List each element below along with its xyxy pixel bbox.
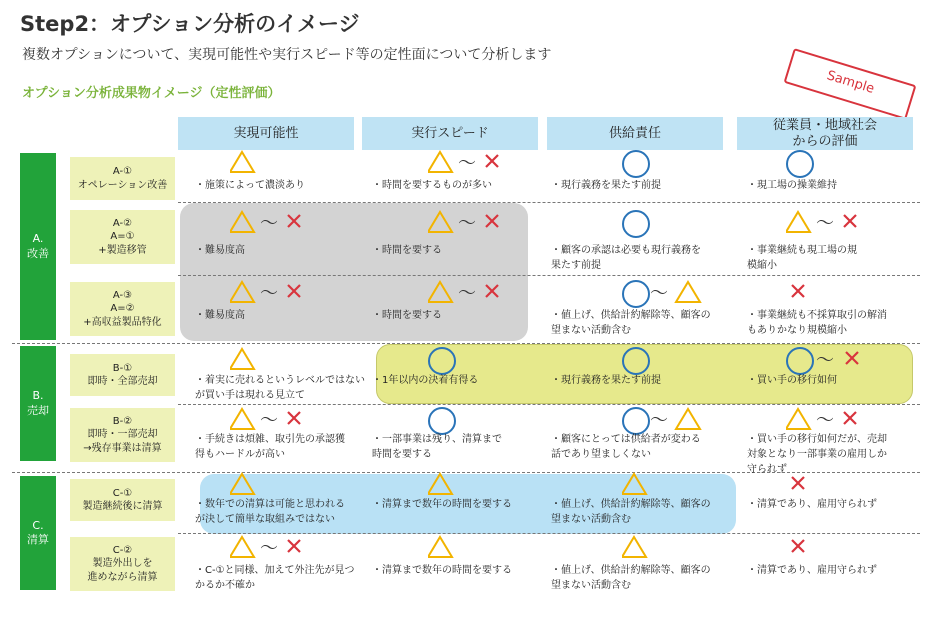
circle-icon <box>787 151 813 177</box>
triangle-icon <box>428 474 452 494</box>
circle-icon <box>623 408 649 434</box>
circle-icon <box>623 211 649 237</box>
triangle-icon <box>786 212 810 232</box>
rating-triangle-cross <box>230 280 320 310</box>
row-label-c1: C-① 製造継続後に清算 <box>70 479 175 521</box>
rating-triangle <box>230 150 320 180</box>
group-label-sell: B. 売却 <box>20 346 56 461</box>
cross-icon <box>288 215 300 227</box>
rating-circle <box>622 210 712 240</box>
cell-note: ・値上げ、供給計約解除等、顧客の 望まない活動含む <box>551 565 711 591</box>
cross-icon <box>288 540 300 552</box>
tilde-symbol: 〜 <box>260 538 278 559</box>
tilde-symbol: 〜 <box>458 283 476 304</box>
tilde-symbol: 〜 <box>458 213 476 234</box>
cross-icon <box>792 477 804 489</box>
rating-circle <box>786 150 876 180</box>
cell-note: ・難易度高 <box>195 245 245 256</box>
column-header-feasibility: 実現可能性 <box>178 117 354 150</box>
cell-note: ・現行義務を果たす前提 <box>551 180 661 191</box>
triangle-icon <box>428 212 452 232</box>
triangle-icon <box>786 409 810 429</box>
group-label-improve: A. 改善 <box>20 153 56 340</box>
column-header-reputation: 従業員・地域社会 からの評価 <box>737 117 913 150</box>
cell-note: ・買い手の移行如何 <box>747 375 837 386</box>
tilde-symbol: 〜 <box>816 350 834 371</box>
triangle-icon <box>622 537 646 557</box>
rating-triangle-cross <box>230 535 320 565</box>
triangle-icon <box>428 537 452 557</box>
triangle-icon <box>230 474 254 494</box>
cross-icon <box>486 155 498 167</box>
column-header-speed: 実行スピード <box>362 117 538 150</box>
cross-icon <box>288 285 300 297</box>
cell-note: ・清算まで数年の時間を要する <box>372 499 512 510</box>
row-divider <box>12 343 920 344</box>
cell-note: ・事業継続も現工場の規 模縮小 <box>747 245 857 271</box>
tilde-symbol: 〜 <box>260 213 278 234</box>
row-divider <box>178 275 920 276</box>
circle-icon <box>623 281 649 307</box>
cross-icon <box>486 215 498 227</box>
cell-note: ・時間を要するものが多い <box>372 180 492 191</box>
rating-triangle-cross <box>428 280 518 310</box>
tilde-symbol: 〜 <box>650 410 668 431</box>
triangle-icon <box>428 282 452 302</box>
triangle-icon <box>428 152 452 172</box>
triangle-icon <box>230 282 254 302</box>
column-header-supply: 供給責任 <box>547 117 723 150</box>
rating-cross <box>786 280 876 310</box>
circle-icon <box>623 348 649 374</box>
triangle-icon <box>230 409 254 429</box>
rating-triangle-cross <box>230 210 320 240</box>
row-divider <box>178 404 920 405</box>
tilde-symbol: 〜 <box>260 410 278 431</box>
group-label-liquidate: C. 清算 <box>20 476 56 590</box>
circle-icon <box>429 348 455 374</box>
cross-icon <box>844 412 856 424</box>
rating-triangle <box>622 535 712 565</box>
cross-icon <box>288 412 300 424</box>
row-label-a1: A-① オペレーション改善 <box>70 157 175 200</box>
cell-note: ・清算であり、雇用守られず <box>747 499 877 510</box>
page-subtitle: 複数オプションについて、実現可能性や実行スピード等の定性面について分析します <box>22 47 552 63</box>
row-label-c2: C-② 製造外出しを 進めながら清算 <box>70 537 175 591</box>
row-label-b1: B-① 即時・全部売却 <box>70 354 175 396</box>
cell-note: ・買い手の移行如何だが、売却 対象となり一部事業の雇用しか 守られず <box>747 434 887 475</box>
sample-stamp: Sample <box>784 48 917 120</box>
cross-icon <box>844 215 856 227</box>
triangle-icon <box>230 152 254 172</box>
circle-icon <box>429 408 455 434</box>
row-label-b2: B-② 即時・一部売却 →残存事業は清算 <box>70 408 175 462</box>
cross-icon <box>792 540 804 552</box>
cell-note: ・時間を要する <box>372 310 442 321</box>
tilde-symbol: 〜 <box>816 213 834 234</box>
cross-icon <box>792 285 804 297</box>
cell-note: ・現工場の操業維持 <box>747 180 837 191</box>
triangle-icon <box>230 212 254 232</box>
rating-circle <box>622 150 712 180</box>
row-label-a3: A-③ A=② +高収益製品特化 <box>70 282 175 336</box>
cell-note: ・清算まで数年の時間を要する <box>372 565 512 576</box>
cell-note: ・顧客の承認は必要も現行義務を 果たす前提 <box>551 245 701 271</box>
cell-note: ・清算であり、雇用守られず <box>747 565 877 576</box>
rating-circle-triangle <box>622 280 712 310</box>
tilde-symbol: 〜 <box>458 153 476 174</box>
row-divider <box>178 533 920 534</box>
cell-note: ・着実に売れるというレベルではない が買い手は現れる見立て <box>195 375 365 401</box>
section-title: オプション分析成果物イメージ（定性評価） <box>22 86 281 101</box>
cell-note: ・施策によって濃淡あり <box>195 180 305 191</box>
triangle-icon <box>230 349 254 369</box>
rating-cross <box>786 535 876 565</box>
page-title: Step2：オプション分析のイメージ <box>20 12 360 36</box>
circle-icon <box>623 151 649 177</box>
row-label-a2: A-② A=① +製造移管 <box>70 210 175 264</box>
cell-note: ・数年での清算は可能と思われる が決して簡単な取組みではない <box>195 499 345 525</box>
triangle-icon <box>676 282 700 302</box>
cell-note: ・現行義務を果たす前提 <box>551 375 661 386</box>
rating-triangle-cross <box>428 150 518 180</box>
cross-icon <box>486 285 498 297</box>
cell-note: ・手続きは煩雑、取引先の承認獲 得もハードルが高い <box>195 434 345 460</box>
cell-note: ・値上げ、供給計約解除等、顧客の 望まない活動含む <box>551 499 711 525</box>
cross-icon <box>846 352 858 364</box>
cell-note: ・値上げ、供給計約解除等、顧客の 望まない活動含む <box>551 310 711 336</box>
triangle-icon <box>676 409 700 429</box>
tilde-symbol: 〜 <box>650 283 668 304</box>
cell-note: ・一部事業は残り、清算まで 時間を要する <box>372 434 502 460</box>
triangle-icon <box>622 474 646 494</box>
circle-icon <box>787 348 813 374</box>
cell-note: ・顧客にとっては供給者が変わる 話であり望ましくない <box>551 434 701 460</box>
cell-note: ・難易度高 <box>195 310 245 321</box>
row-divider <box>178 202 920 203</box>
cell-note: ・1年以内の決着有得る <box>372 375 479 386</box>
triangle-icon <box>230 537 254 557</box>
rating-triangle-cross <box>786 210 876 240</box>
cell-note: ・時間を要する <box>372 245 442 256</box>
cell-note: ・事業継続も不採算取引の解消 もありかなり規模縮小 <box>747 310 887 336</box>
tilde-symbol: 〜 <box>816 410 834 431</box>
rating-triangle-cross <box>428 210 518 240</box>
cell-note: ・C-①と同様、加えて外注先が見つ かるか不確か <box>195 565 355 591</box>
tilde-symbol: 〜 <box>260 283 278 304</box>
rating-triangle <box>428 535 518 565</box>
